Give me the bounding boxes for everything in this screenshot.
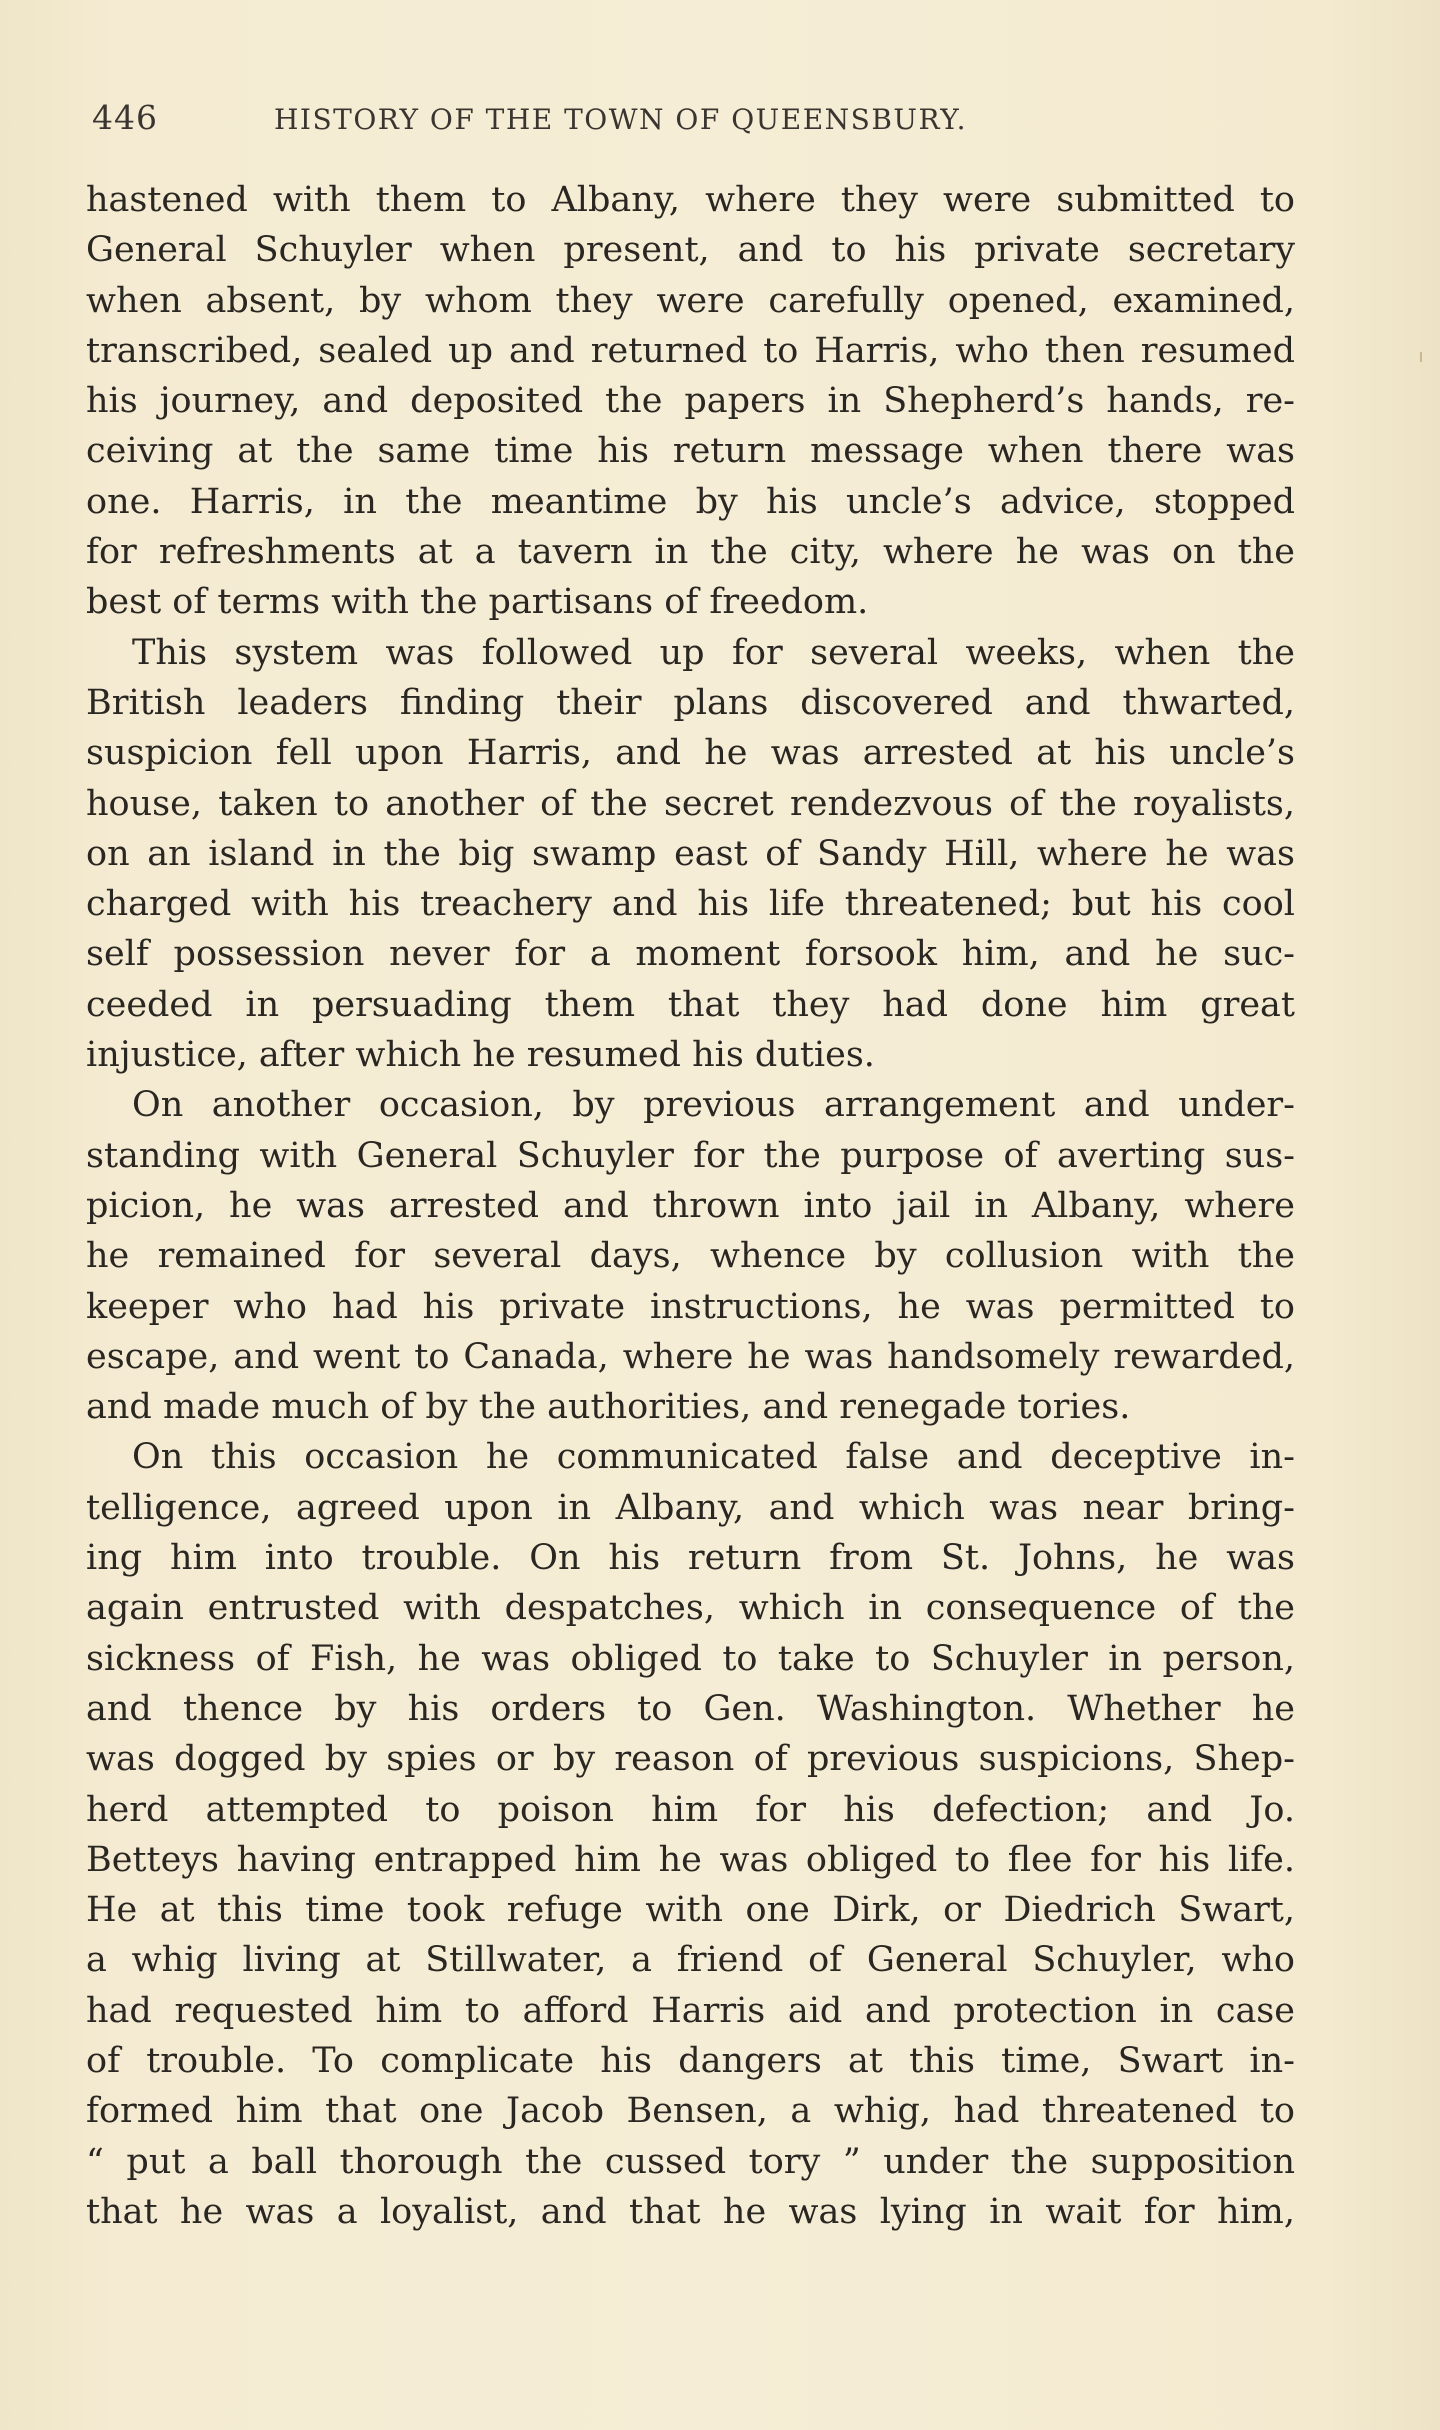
text-line: telligence, agreed upon in Albany, and which was near bring- <box>86 1487 1295 1528</box>
text-line: Betteys having entrapped him he was obliged to flee for his life. <box>86 1839 1295 1880</box>
text-line: for refreshments at a tavern in the city, where he was on the <box>86 532 1295 573</box>
text-line: sickness of Fish, he was obliged to take to Schuyler in person, <box>86 1638 1295 1679</box>
page-header <box>92 98 1092 142</box>
text-line: herd attempted to poison him for his defection; and Jo. <box>86 1789 1295 1830</box>
text-line: house, taken to another of the secret rendezvous of the royalists, <box>86 783 1295 824</box>
text-line: formed him that one Jacob Bensen, a whig, had threatened to <box>86 2091 1295 2132</box>
paragraph-start-line: On another occasion, by previous arrangement and under- <box>132 1085 1295 1126</box>
margin-mark <box>1420 352 1422 362</box>
body-text <box>86 175 1295 2237</box>
text-line: best of terms with the partisans of freedom. <box>86 582 869 623</box>
text-line: and thence by his orders to Gen. Washington. Whether he <box>86 1688 1295 1729</box>
text-line: that he was a loyalist, and that he was lying in wait for him, <box>86 2191 1295 2232</box>
text-line: General Schuyler when present, and to his private secretary <box>86 230 1295 271</box>
text-line: when absent, by whom they were carefully opened, examined, <box>86 280 1295 321</box>
text-line: He at this time took refuge with one Dirk, or Diedrich Swart, <box>86 1890 1295 1931</box>
text-line: “ put a ball thorough the cussed tory ” under the supposition <box>86 2141 1295 2182</box>
text-line: ing him into trouble. On his return from St. Johns, he was <box>86 1538 1295 1579</box>
text-line: transcribed, sealed up and returned to Harris, who then resumed <box>86 330 1295 371</box>
text-line: ceeded in persuading them that they had done him great <box>86 984 1295 1025</box>
text-line: standing with General Schuyler for the purpose of averting sus- <box>86 1135 1295 1176</box>
page-number: 446 <box>92 98 158 137</box>
text-line: escape, and went to Canada, where he was handsomely rewarded, <box>86 1336 1295 1377</box>
text-line: British leaders finding their plans discovered and thwarted, <box>86 682 1295 723</box>
text-line: self possession never for a moment forsook him, and he suc- <box>86 934 1295 975</box>
text-line: keeper who had his private instructions, he was permitted to <box>86 1286 1295 1327</box>
paragraph-start-line: On this occasion he communicated false and deceptive in- <box>132 1437 1295 1478</box>
text-line: had requested him to afford Harris aid and protection in case <box>86 1990 1295 2031</box>
text-line: charged with his treachery and his life threatened; but his cool <box>86 884 1295 925</box>
text-line: hastened with them to Albany, where they were submitted to <box>86 180 1295 220</box>
text-line: was dogged by spies or by reason of previous suspicions, Shep- <box>86 1739 1295 1780</box>
running-head: HISTORY OF THE TOWN OF QUEENSBURY. <box>274 103 967 136</box>
text-line: he remained for several days, whence by collusion with the <box>86 1236 1295 1277</box>
text-line: his journey, and deposited the papers in Shepherd’s hands, re- <box>86 381 1295 422</box>
text-line: again entrusted with despatches, which in consequence of the <box>86 1588 1295 1629</box>
text-line: picion, he was arrested and thrown into jail in Albany, where <box>86 1185 1295 1226</box>
text-line: on an island in the big swamp east of Sandy Hill, where he was <box>86 833 1295 874</box>
text-line: a whig living at Stillwater, a friend of General Schuyler, who <box>86 1940 1295 1981</box>
text-line: one. Harris, in the meantime by his uncle’s advice, stopped <box>86 481 1295 522</box>
text-line: of trouble. To complicate his dangers at this time, Swart in- <box>86 2040 1295 2081</box>
text-line: injustice, after which he resumed his duties. <box>86 1035 875 1076</box>
text-line: and made much of by the authorities, and renegade tories. <box>86 1387 1131 1428</box>
paragraph-start-line: This system was followed up for several weeks, when the <box>132 632 1295 673</box>
text-line: ceiving at the same time his return message when there was <box>86 431 1295 472</box>
text-line: suspicion fell upon Harris, and he was arrested at his uncle’s <box>86 733 1295 774</box>
